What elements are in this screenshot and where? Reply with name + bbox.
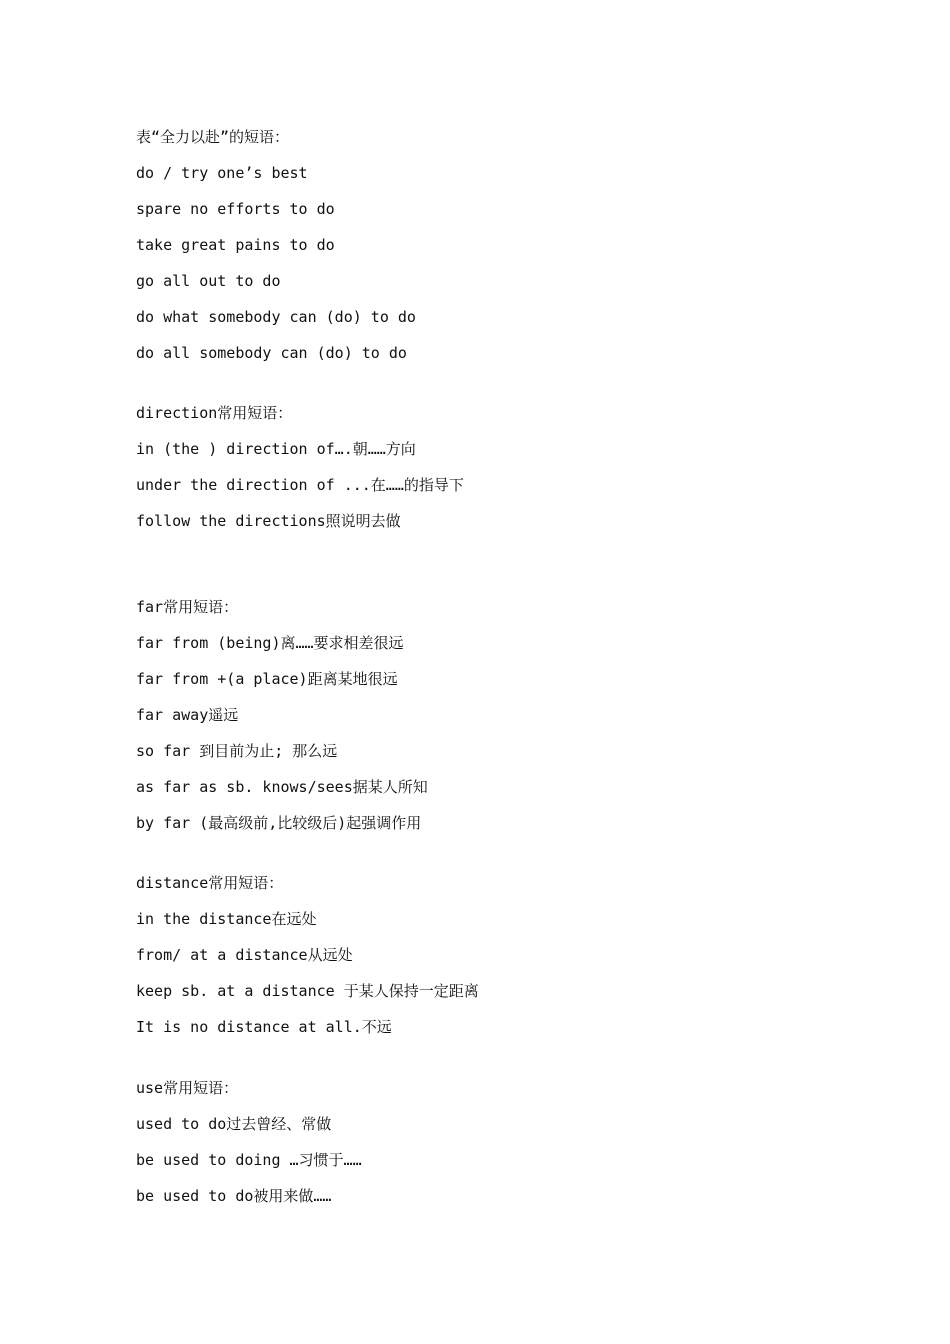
phrase-line: far from (being)离……要求相差很远 <box>136 634 404 652</box>
phrase-line: do all somebody can (do) to do <box>136 344 407 362</box>
phrase-line: far from +(a place)距离某地很远 <box>136 670 398 688</box>
phrase-line: go all out to do <box>136 272 281 290</box>
section-heading-direction: direction常用短语： <box>136 404 293 422</box>
section-heading-far: far常用短语： <box>136 598 239 616</box>
phrase-line: in the distance在远处 <box>136 910 317 928</box>
section-heading-full-effort: 表“全力以赴”的短语： <box>136 128 290 146</box>
phrase-line: far away遥远 <box>136 706 239 724</box>
phrase-line: as far as sb. knows/sees据某人所知 <box>136 778 428 796</box>
phrase-line: It is no distance at all.不远 <box>136 1018 392 1036</box>
section-heading-use: use常用短语： <box>136 1079 239 1097</box>
phrase-line: from/ at a distance从远处 <box>136 946 353 964</box>
phrase-line: be used to doing …习惯于…… <box>136 1151 362 1169</box>
phrase-line: follow the directions照说明去做 <box>136 512 401 530</box>
section-heading-distance: distance常用短语： <box>136 874 284 892</box>
phrase-line: be used to do被用来做…… <box>136 1187 332 1205</box>
phrase-line: by far (最高级前,比较级后)起强调作用 <box>136 814 422 832</box>
phrase-line: take great pains to do <box>136 236 335 254</box>
phrase-line: under the direction of ...在……的指导下 <box>136 476 464 494</box>
phrase-line: keep sb. at a distance 于某人保持一定距离 <box>136 982 479 1000</box>
phrase-line: do what somebody can (do) to do <box>136 308 416 326</box>
phrase-line: do / try one’s best <box>136 164 308 182</box>
phrase-line: so far 到目前为止; 那么远 <box>136 742 338 760</box>
phrase-line: used to do过去曾经、常做 <box>136 1115 332 1133</box>
phrase-line: spare no efforts to do <box>136 200 335 218</box>
phrase-line: in (the ) direction of….朝……方向 <box>136 440 416 458</box>
